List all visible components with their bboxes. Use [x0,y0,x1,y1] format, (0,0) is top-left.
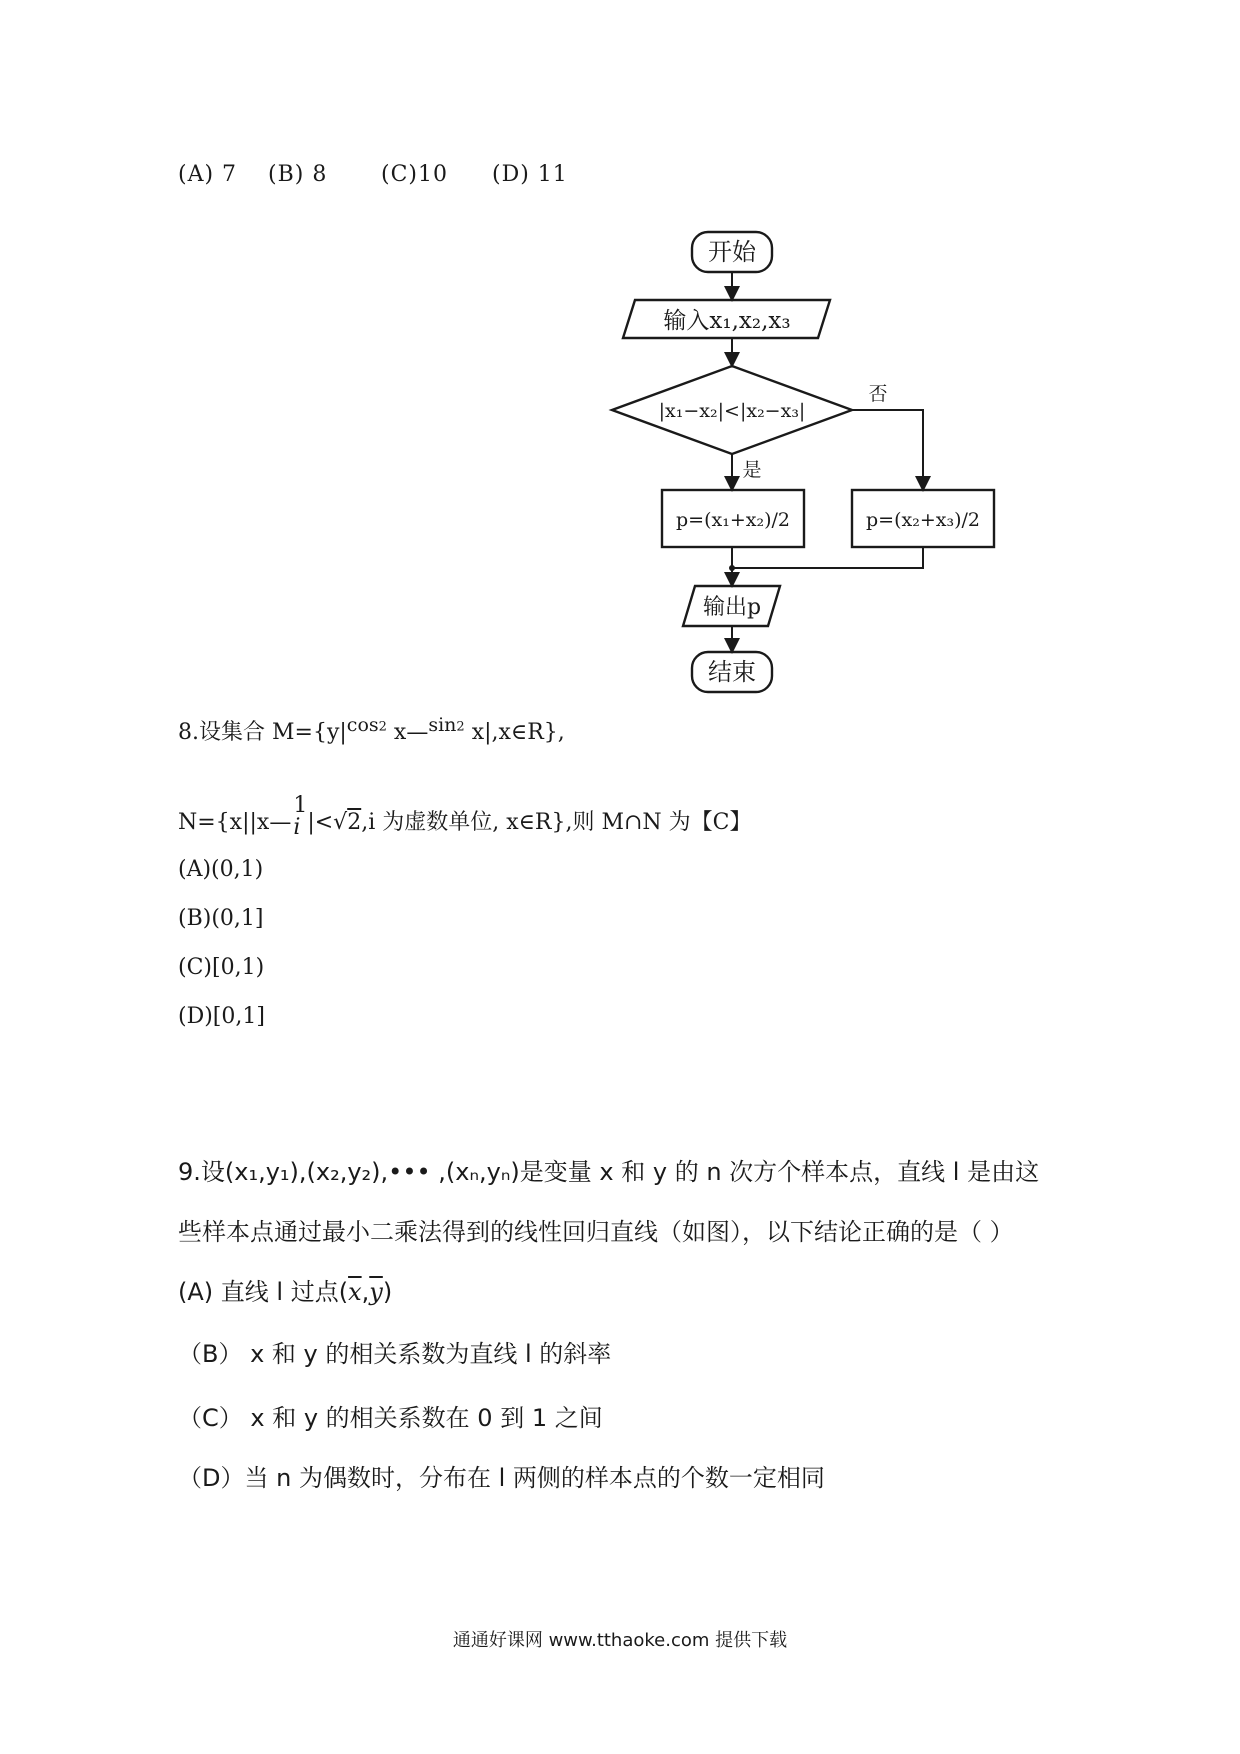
q9-option-a-suffix: ) [382,1278,393,1306]
q9-option-a [178,1272,392,1307]
footer: 通通好课网 www.tthaoke.com 提供下载 [452,1630,788,1651]
q9-mean-y: $\overline{y}$ [369,1278,383,1306]
q7-option-b: (B) 8 [268,162,328,187]
q8-set-n-prefix: N={x||x— [178,810,292,835]
q8-frac-num: 1 [293,793,308,818]
input-label: 输入x₁,x₂,x₃ [663,308,791,334]
yes-label: 是 [742,459,762,481]
q8-mid: x— [393,720,429,745]
q9-mean-sep: , [361,1278,370,1306]
q9-option-c: （C） x 和 y 的相关系数在 0 到 1 之间 [178,1404,603,1432]
q8-option-c: (C)[0,1) [178,955,265,980]
condition-label: |x₁−x₂|<|x₂−x₃| [658,400,806,422]
q8-frac-den: i [293,815,301,840]
q7-option-a: (A) 7 [178,162,238,187]
q8-cos: cos [346,714,379,736]
flowchart [580,196,1010,706]
arrow-no-merge [732,547,923,568]
q8-sqrt-value: 2 [347,810,362,835]
no-label: 否 [868,383,888,405]
start-label: 开始 [708,238,756,266]
q8-line1 [178,715,565,746]
q8-set-m-prefix: 8.设集合 M={y| [178,720,347,745]
q9-option-b: （B） x 和 y 的相关系数为直线 l 的斜率 [178,1340,612,1368]
q8-sin: sin [428,714,457,736]
q8-set-n-suffix: ,i 为虚数单位, x∈R},则 M∩N 为【C】 [361,810,752,835]
q9-option-d: （D）当 n 为偶数时，分布在 l 两侧的样本点的个数一定相同 [178,1464,825,1492]
q8-sq-2: 2 [456,719,465,735]
q8-option-d: (D)[0,1] [178,1004,265,1029]
no-box-label: p=(x₂+x₃)/2 [866,509,980,531]
q8-set-m-suffix: x|,x∈R}, [471,720,565,745]
q8-lt: |<√ [307,810,348,835]
q8-option-a: (A)(0,1) [178,857,264,882]
q8-line2 [178,793,752,840]
q8-sq-1: 2 [378,719,387,735]
q7-option-c: (C)10 [381,162,448,187]
q9-mean-x: $\overline{x}$ [348,1278,362,1306]
q9-option-a-prefix: (A) 直线 l 过点( [178,1278,349,1306]
q9-line2: 些样本点通过最小二乘法得到的线性回归直线（如图），以下结论正确的是（ ） [178,1218,1014,1246]
yes-box-label: p=(x₁+x₂)/2 [676,509,790,531]
arrow-decision-no [852,410,923,488]
output-label: 输出p [702,595,762,620]
q7-option-d: (D) 11 [492,162,568,187]
q8-option-b: (B)(0,1] [178,906,264,931]
end-label: 结束 [708,658,756,686]
q9-line1: 9.设(x₁,y₁),(x₂,y₂),••• ,(xₙ,yₙ)是变量 x 和 y 的 n 次方个样本点，直线 l 是由这 [178,1158,1040,1186]
